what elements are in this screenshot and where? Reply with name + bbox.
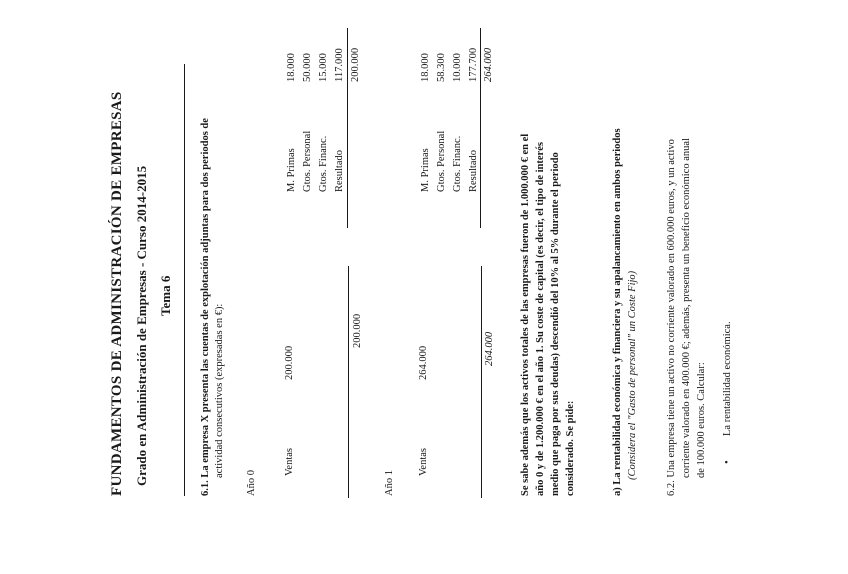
y0-row0-label: M. Primas bbox=[286, 148, 297, 192]
y1-left-rule bbox=[481, 266, 482, 498]
p61-body1: Se sabe además que los activos totales de las empresas fueron de 1.000.000 € en el bbox=[520, 133, 531, 496]
y0-row0-value: 18.000 bbox=[286, 53, 297, 82]
y1-row1-label: Gtos. Personal bbox=[436, 130, 447, 192]
p61-body4: considerado. Se pide: bbox=[565, 400, 576, 496]
bullet-icon: • bbox=[722, 460, 733, 464]
y0-right-rule bbox=[347, 28, 348, 228]
y1-row0-label: M. Primas bbox=[420, 148, 431, 192]
y1-ventas-label: Ventas bbox=[418, 448, 429, 476]
y1-row1-value: 58.300 bbox=[436, 53, 447, 82]
y1-row0-value: 18.000 bbox=[420, 53, 431, 82]
y1-row2-value: 10.000 bbox=[452, 53, 463, 82]
p61-question-a1: a) La rentabilidad económica y financiera y su apalancamiento en ambos periodos bbox=[612, 128, 623, 496]
y1-row3-label: Resultado bbox=[468, 150, 479, 192]
p61-intro2: actividad consecutivos (expresadas en €): bbox=[214, 303, 225, 478]
p61-intro1: 6.1. La empresa X presenta las cuentas de explotación adjuntas para dos periodos de bbox=[200, 118, 211, 496]
y0-ventas-value: 200.000 bbox=[284, 345, 295, 380]
p62-line1: 6.2. Una empresa tiene un activo no corriente valorado en 600.000 euros, y un activo bbox=[666, 139, 677, 496]
y0-row3-value: 117.000 bbox=[334, 48, 345, 82]
doc-title: FUNDAMENTOS DE ADMINISTRACIÓN DE EMPRESAS bbox=[109, 91, 125, 496]
y1-ventas-value: 264.000 bbox=[418, 345, 429, 380]
y0-left-total: 200.000 bbox=[352, 313, 363, 348]
y0-row1-label: Gtos. Personal bbox=[302, 130, 313, 192]
y0-row3-label: Resultado bbox=[334, 150, 345, 192]
p61-body2: año 0 y de 1.200.000 € en el año 1. Su coste de capital (es decir, el tipo de interés bbox=[535, 142, 546, 496]
p62-line3: de 100.000 euros. Calcular: bbox=[696, 362, 707, 478]
doc-tema: Tema 6 bbox=[158, 275, 173, 316]
y1-label: Año 1 bbox=[384, 470, 395, 496]
p62-bullet: La rentabilidad económica. bbox=[722, 321, 733, 436]
p61-body3: medio que paga por sus deudas) descendió del 10% al 5% durante el periodo bbox=[550, 152, 561, 496]
y1-row2-label: Gtos. Financ. bbox=[452, 135, 463, 192]
header-rule bbox=[184, 64, 185, 496]
y0-left-rule bbox=[348, 266, 349, 498]
y0-row2-value: 15.000 bbox=[318, 53, 329, 82]
p62-line2: corriente valorado en 400.000 €; además, presenta un beneficio económico anual bbox=[681, 138, 692, 478]
y0-label: Año 0 bbox=[246, 470, 257, 496]
y0-row2-label: Gtos. Financ. bbox=[318, 135, 329, 192]
y0-right-total: 200.000 bbox=[350, 47, 361, 82]
y0-row1-value: 50.000 bbox=[302, 53, 313, 82]
doc-subtitle: Grado en Administración de Empresas - Curso 2014-2015 bbox=[134, 165, 149, 486]
y0-ventas-label: Ventas bbox=[284, 448, 295, 476]
p61-question-a2: (Considera el "Gasto de personal" un Coste Fijo) bbox=[627, 270, 638, 480]
y1-row3-value: 177.700 bbox=[468, 47, 479, 82]
y1-right-rule bbox=[480, 28, 481, 228]
y1-right-total: 264.000 bbox=[483, 47, 494, 82]
y1-left-total: 264.000 bbox=[484, 331, 495, 366]
